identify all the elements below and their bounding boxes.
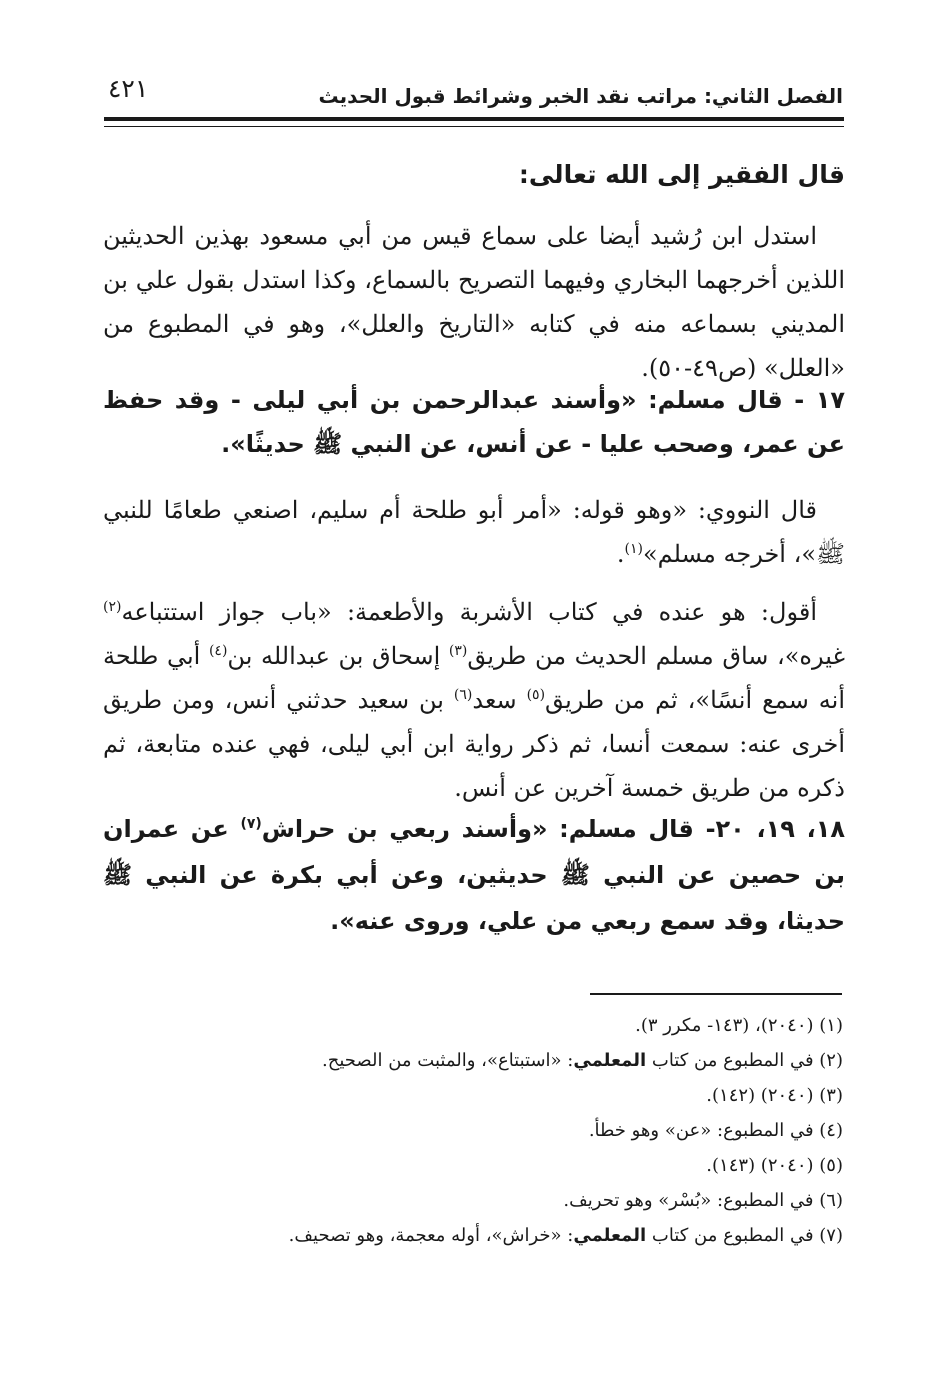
footnote-2-post: : «استبتاع»، والمثبت من الصحيح. <box>322 1050 574 1071</box>
aqool-text-3: إسحاق بن عبدالله بن <box>227 642 449 670</box>
aqool-text-1: أقول: هو عنده في كتاب الأشربة والأطعمة: «باب جواز استتباعه <box>121 598 817 626</box>
paragraph-aqool <box>103 590 845 810</box>
footnotes-list <box>103 1008 843 1253</box>
footnote-separator <box>590 993 842 995</box>
aqool-text-4: أبي طلحة أنه سمع أنسًا»، ثم من طريق <box>103 642 845 714</box>
footnote-7-pre: (٧) في المطبوع من كتاب <box>646 1225 843 1246</box>
item-17 <box>103 378 845 466</box>
footnote-1: (١) (٢٠٤٠)، (١٤٣- مكرر ٣). <box>635 1015 843 1036</box>
item-17-number: ١٧ - <box>794 386 845 414</box>
footnote-ref-5[interactable]: (٥) <box>526 687 546 703</box>
footnote-6: (٦) في المطبوع: «بُسْر» وهو تحريف. <box>563 1190 843 1211</box>
footnote-ref-7[interactable]: (٧) <box>240 816 262 832</box>
header-rule-thick <box>104 117 844 121</box>
footnote-4: (٤) في المطبوع: «عن» وهو خطأ. <box>588 1120 843 1141</box>
footnote-3: (٣) (٢٠٤٠) (١٤٢). <box>706 1085 843 1106</box>
footnote-ref-2[interactable]: (٢) <box>103 599 122 615</box>
aqool-text-2: غيره»، ساق مسلم الحديث من طريق <box>467 642 846 670</box>
header-rule-thin <box>104 126 844 127</box>
footnote-5: (٥) (٢٠٤٠) (١٤٣). <box>706 1155 843 1176</box>
footnote-7-post: : «خراش»، أوله معجمة، وهو تصحيف. <box>288 1225 574 1246</box>
footnote-7-author: المعلمي <box>573 1225 647 1246</box>
footnote-7 <box>103 1218 843 1253</box>
footnote-ref-1[interactable]: (١) <box>624 541 643 557</box>
nawawi-end: . <box>616 540 625 568</box>
running-header-title: الفصل الثاني: مراتب نقد الخبر وشرائط قبول الحديث <box>318 84 843 108</box>
footnote-ref-3[interactable]: (٣) <box>448 643 468 659</box>
footnote-ref-4[interactable]: (٤) <box>208 643 228 659</box>
footnote-2-pre: (٢) في المطبوع من كتاب <box>646 1050 843 1071</box>
paragraph-nawawi <box>103 488 845 576</box>
item-18-20-text-2: عن عمران بن حصين عن النبي ﷺ حديثين، وعن أبي بكرة عن النبي ﷺ حديثا، وقد سمع ربعي من علي، وروى عنه». <box>103 815 845 935</box>
aqool-text-5: سعد <box>472 686 527 714</box>
paragraph-ibn-rushaid: استدل ابن رُشيد أيضا على سماع قيس من أبي مسعود بهذين الحديثين اللذين أخرجهما البخاري وفيهما التصريح بالسماع، وكذا استدل بقول علي بن المديني بسماعه منه في كتابه «التاريخ والعلل»، وهو في المطبوع من «العلل» (ص٤٩-٥٠). <box>103 222 845 382</box>
footnote-2-author: المعلمي <box>573 1050 647 1071</box>
item-18-20-number: ١٨، ١٩، ٢٠- <box>705 815 845 843</box>
aqool-text-6: بن سعيد حدثني أنس، ومن طريق أخرى عنه: سمعت أنسا، ثم ذكر رواية ابن أبي ليلى، فهي عنده متابعة، ثم ذكره من طريق خمسة آخرين عن أنس. <box>103 686 845 802</box>
nawawi-text: قال النووي: «وهو قوله: «أمر أبو طلحة أم سليم، اصنعي طعامًا للنبي ﷺ»، أخرجه مسلم» <box>103 496 845 568</box>
footnote-ref-6[interactable]: (٦) <box>453 687 473 703</box>
item-18-20-text-1: قال مسلم: «وأسند ربعي بن حراش <box>261 815 694 843</box>
item-18-20 <box>103 806 845 944</box>
section-heading: قال الفقير إلى الله تعالى: <box>518 160 845 189</box>
page-number: ٤٢١ <box>108 74 149 103</box>
footnote-2 <box>103 1043 843 1078</box>
item-17-text: قال مسلم: «وأسند عبدالرحمن بن أبي ليلى - وقد حفظ عن عمر، وصحب عليا - عن أنس، عن النبي ﷺ حديثًا». <box>103 386 845 458</box>
